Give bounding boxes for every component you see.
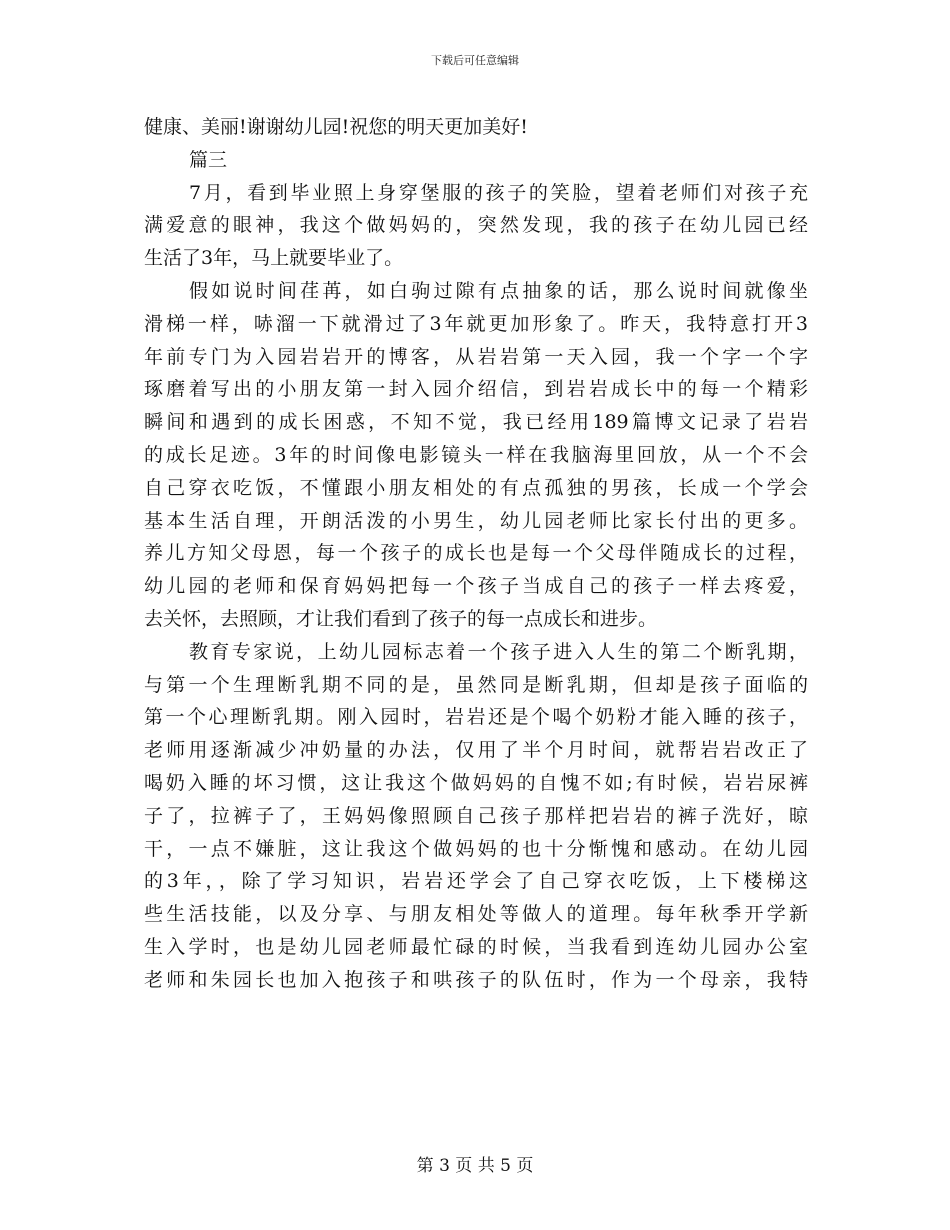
text-line: 生活了3年，马上就要毕业了。 [144,247,404,270]
text-line: 干，一点不嫌脏，这让我这个做妈妈的也十分惭愧和感动。在幼儿园 [144,837,808,860]
text-line: 假如说时间荏苒，如白驹过隙有点抽象的话，那么说时间就像坐 [189,279,808,302]
text-line: 年前专门为入园岩岩开的博客，从岩岩第一天入园，我一个字一个字 [144,345,808,368]
text-line: 瞬间和遇到的成长困惑，不知不觉，我已经用189篇博文记录了岩岩 [144,411,808,434]
text-line: 幼儿园的老师和保育妈妈把每一个孩子当成自己的孩子一样去疼爱， [144,575,808,598]
text-line: 的成长足迹。3年的时间像电影镜头一样在我脑海里回放，从一个不会 [144,443,808,466]
text-line: 7月，看到毕业照上身穿堡服的孩子的笑脸，望着老师们对孩子充 [189,181,808,204]
text-line: 老师用逐渐减少冲奶量的办法，仅用了半个月时间，就帮岩岩改正了 [144,739,808,762]
text-line: 老师和朱园长也加入抱孩子和哄孩子的队伍时，作为一个母亲，我特 [144,968,808,991]
text-line: 喝奶入睡的坏习惯，这让我这个做妈妈的自愧不如;有时候，岩岩尿裤 [144,771,808,794]
page-number-footer: 第 3 页 共 5 页 [416,1156,534,1176]
text-line: 子了，拉裤子了，王妈妈像照顾自己孩子那样把岩岩的裤子洗好，晾 [144,804,808,827]
section-heading: 篇三 [189,148,228,171]
text-line: 与第一个生理断乳期不同的是，虽然同是断乳期，但却是孩子面临的 [144,673,808,696]
text-line: 滑梯一样，哧溜一下就滑过了3年就更加形象了。昨天，我特意打开3 [144,312,808,335]
text-line: 自己穿衣吃饭，不懂跟小朋友相处的有点孤独的男孩，长成一个学会 [144,476,808,499]
text-line: 满爱意的眼神，我这个做妈妈的，突然发现，我的孩子在幼儿园已经 [144,214,808,237]
text-line: 琢磨着写出的小朋友第一封入园介绍信，到岩岩成长中的每一个精彩 [144,378,808,401]
text-line: 的3年，，除了学习知识，岩岩还学会了自己穿衣吃饭，上下楼梯这 [144,870,808,893]
text-line: 些生活技能，以及分享、与朋友相处等做人的道理。每年秋季开学新 [144,903,808,926]
text-line: 健康、美丽!谢谢幼儿园!祝您的明天更加美好! [144,116,528,138]
text-line: 基本生活自理，开朗活泼的小男生，幼儿园老师比家长付出的更多。 [144,509,808,532]
text-line: 教育专家说，上幼儿园标志着一个孩子进入人生的第二个断乳期， [189,640,808,663]
text-line: 养儿方知父母恩，每一个孩子的成长也是每一个父母伴随成长的过程， [144,542,808,565]
text-line: 第一个心理断乳期。刚入园时，岩岩还是个喝个奶粉才能入睡的孩子， [144,706,808,729]
text-line: 生入学时，也是幼儿园老师最忙碌的时候，当我看到连幼儿园办公室 [144,935,808,958]
document-body [144,111,808,997]
page-header-note: 下载后可任意编辑 [431,54,519,67]
text-line: 去关怀，去照顾，才让我们看到了孩子的每一点成长和进步。 [144,607,658,630]
